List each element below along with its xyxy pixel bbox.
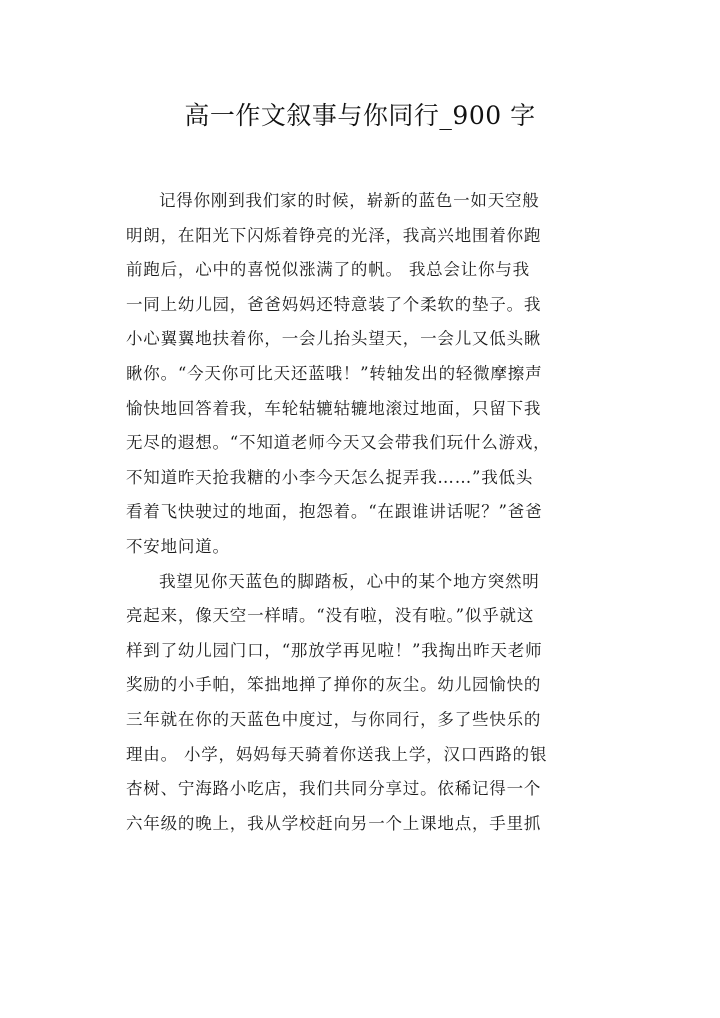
paragraph-line: 一同上幼儿园，爸爸妈妈还特意装了个柔软的垫子。我 (126, 294, 542, 314)
paragraph-line: 记得你刚到我们家的时候，崭新的蓝色一如天空般 (159, 191, 540, 210)
paragraph-line: 瞅你。“今天你可比天还蓝哦！”转轴发出的轻微摩擦声 (126, 363, 543, 383)
paragraph-line: 样到了幼儿园门口，“那放学再见啦！”我掏出昨天老师 (126, 640, 543, 660)
paragraph-line: 愉快地回答着我，车轮轱辘轱辘地滚过地面，只留下我 (126, 398, 542, 418)
paragraph-line: 看着飞快驶过的地面，抱怨着。“在跟谁讲话呢？”爸爸 (126, 502, 543, 522)
paragraph-line: 奖励的小手帕，笨拙地掸了掸你的灰尘。幼儿园愉快的 (126, 675, 542, 695)
paragraph-line: 小心翼翼地扶着你，一会儿抬头望天，一会儿又低头瞅 (126, 329, 542, 349)
paragraph-line: 理由。 小学，妈妈每天骑着你送我上学，汉口西路的银 (126, 744, 548, 764)
paragraph-line: 不安地问道。 (126, 536, 230, 556)
paragraph-line: 我望见你天蓝色的脚踏板，心中的某个地方突然明 (159, 571, 540, 591)
paragraph-line: 六年级的晚上，我从学校赶向另一个上课地点，手里抓 (126, 813, 542, 833)
document-title: 高一作文叙事与你同行_900 字 (184, 101, 536, 130)
paragraph-line: 前跑后，心中的喜悦似涨满了的帆。 我总会让你与我 (126, 260, 530, 280)
paragraph-line: 三年就在你的天蓝色中度过，与你同行，多了些快乐的 (126, 709, 542, 729)
paragraph-line: 不知道昨天抢我糖的小李今天怎么捉弄我……”我低头 (126, 467, 534, 487)
paragraph-line: 亮起来，像天空一样晴。“没有啦，没有啦。”似乎就这 (126, 606, 535, 626)
paragraph-line: 无尽的遐想。“不知道老师今天又会带我们玩什么游戏， (126, 433, 551, 453)
document-body (126, 184, 600, 841)
paragraph-line: 杏树、宁海路小吃店，我们共同分享过。依稀记得一个 (126, 779, 542, 799)
paragraph-line: 明朗，在阳光下闪烁着铮亮的光泽，我高兴地围着你跑 (126, 225, 542, 245)
